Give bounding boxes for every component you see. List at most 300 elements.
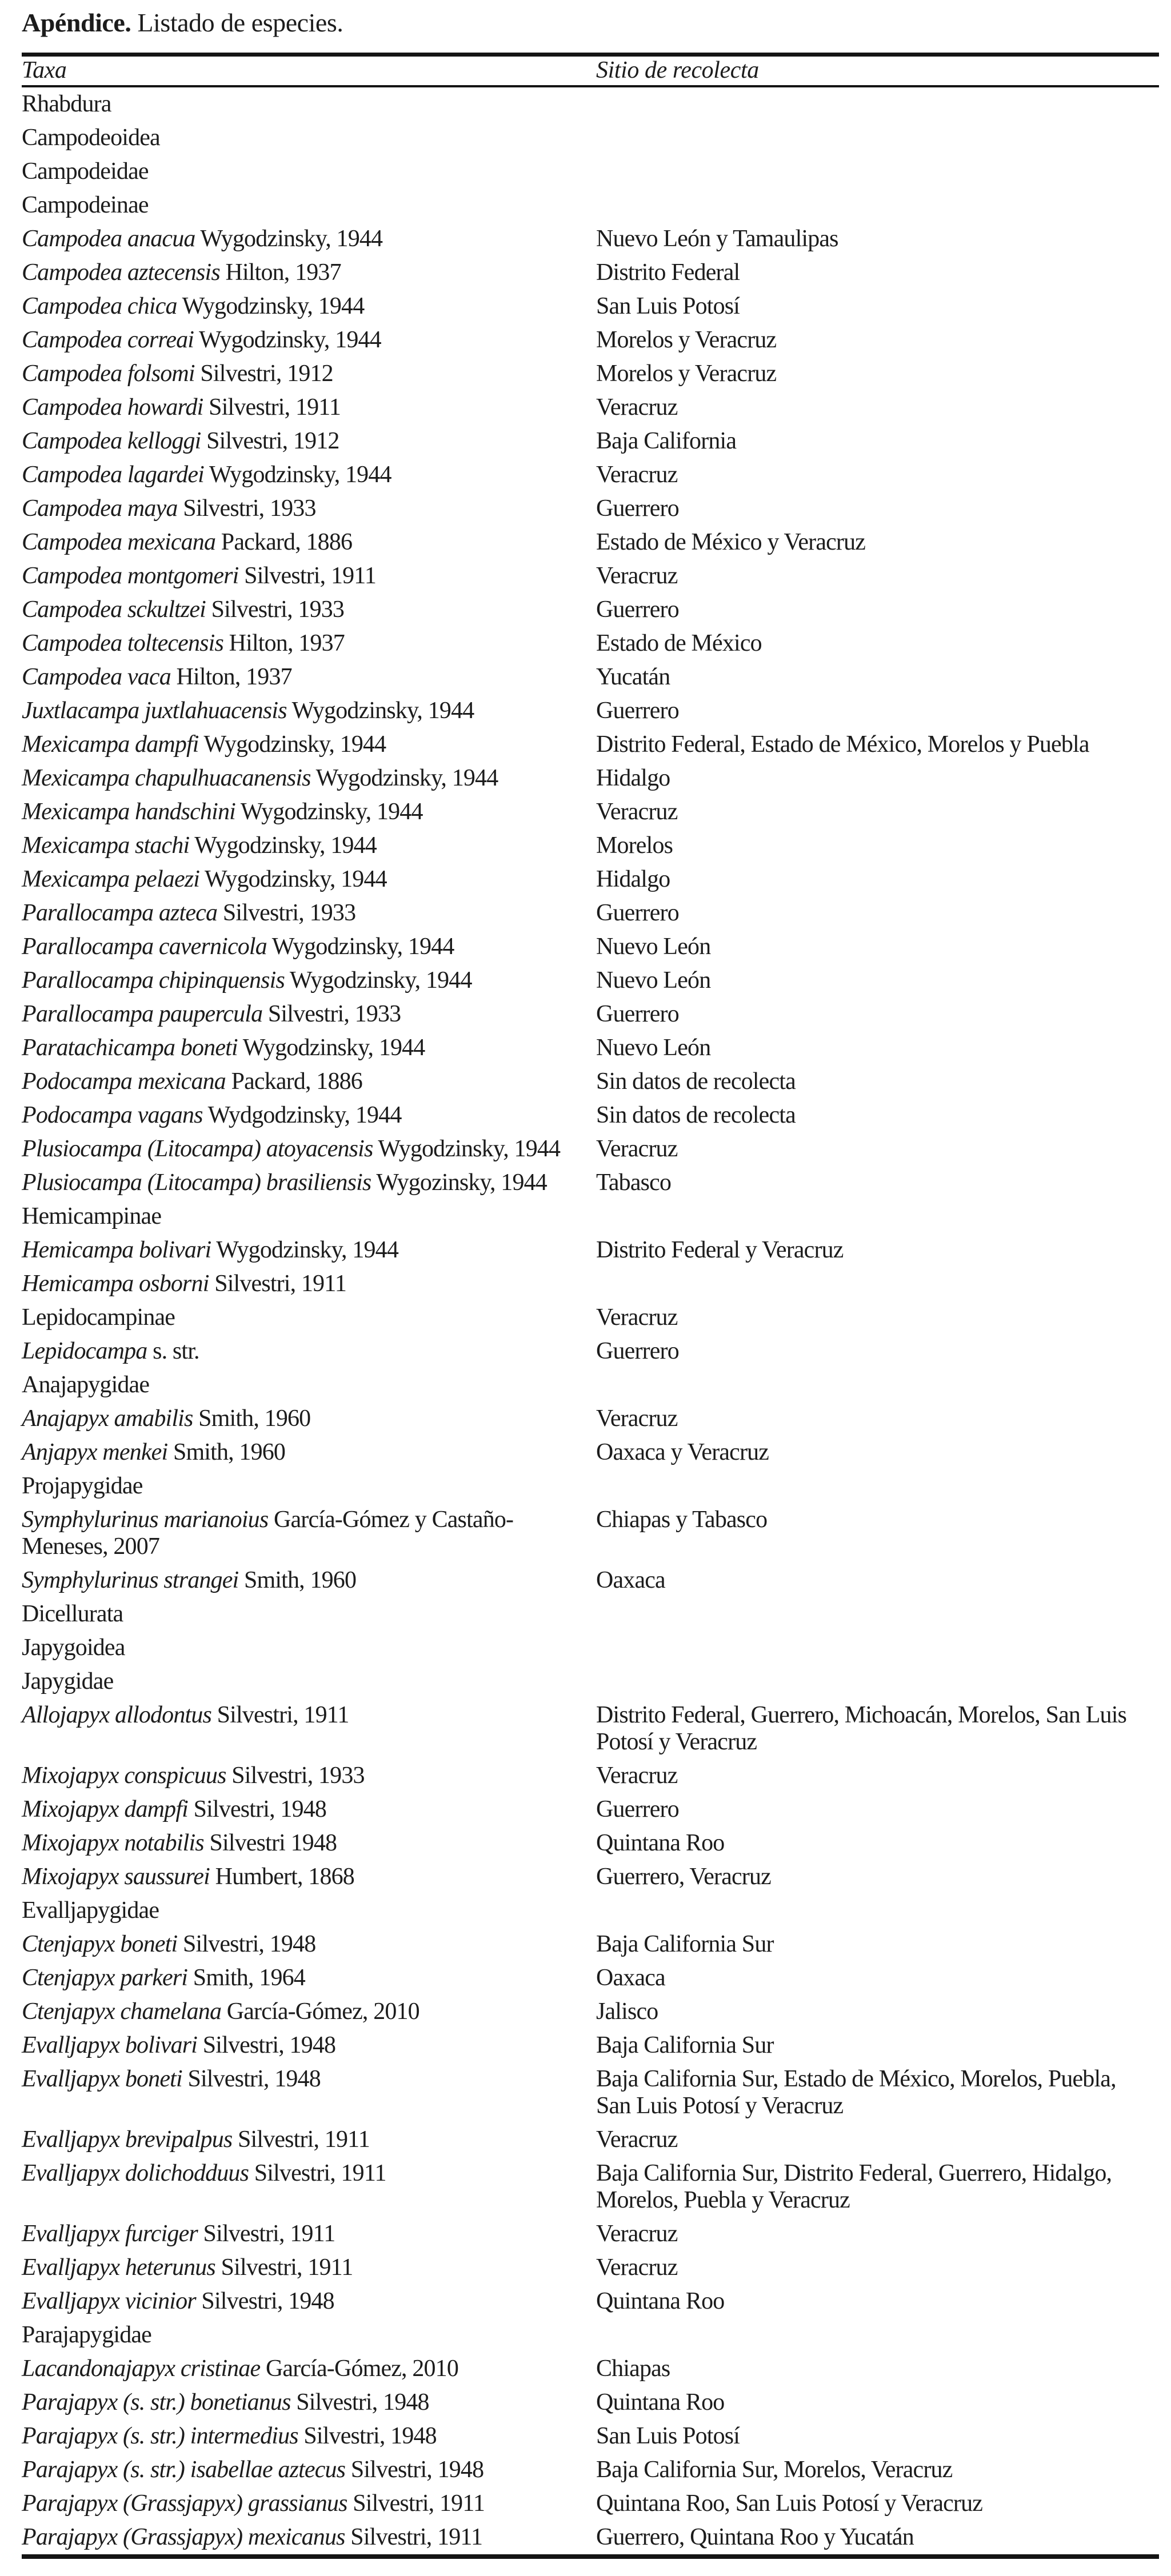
table-row bbox=[22, 593, 1159, 627]
site-cell: Morelos y Veracruz bbox=[596, 360, 777, 387]
author-citation: Silvestri, 1911 bbox=[211, 1702, 349, 1728]
author-citation: Rhabdura bbox=[22, 91, 111, 117]
author-citation: Silvestri, 1933 bbox=[262, 1001, 401, 1027]
taxa-cell bbox=[22, 2126, 596, 2153]
author-citation: Silvestri, 1948 bbox=[195, 2288, 334, 2314]
author-citation: Smith, 1960 bbox=[193, 1405, 311, 1432]
author-citation: Wygodzinsky, 1944 bbox=[198, 731, 386, 758]
table-row bbox=[22, 323, 1159, 357]
author-citation: García-Gómez y Castaño-Meneses, 2007 bbox=[22, 1507, 514, 1560]
author-citation: Silvestri, 1933 bbox=[226, 1762, 365, 1789]
scientific-name: Parallocampa chipinquensis bbox=[22, 967, 285, 993]
author-citation: Wygodzinsky, 1944 bbox=[195, 226, 383, 252]
site-cell: Distrito Federal, Guerrero, Michoacán, Morelos, San Luis Potosí y Veracruz bbox=[596, 1702, 1127, 1755]
author-citation: Campodeoidea bbox=[22, 125, 160, 151]
scientific-name: Podocampa mexicana bbox=[22, 1068, 226, 1095]
table-row bbox=[22, 559, 1159, 593]
scientific-name: Symphylurinus marianoius bbox=[22, 1507, 269, 1533]
site-cell: Tabasco bbox=[596, 1169, 672, 1196]
author-citation: Wydgodzinsky, 1944 bbox=[202, 1102, 402, 1128]
taxa-cell bbox=[22, 2254, 596, 2281]
site-cell: Veracruz bbox=[596, 563, 678, 589]
author-citation: Evalljapygidae bbox=[22, 1897, 159, 1924]
scientific-name: Ctenjapyx parkeri bbox=[22, 1965, 188, 1991]
author-citation: Silvestri, 1948 bbox=[197, 2032, 336, 2058]
taxa-cell bbox=[22, 2423, 596, 2450]
author-citation: Silvestri, 1911 bbox=[197, 2221, 335, 2247]
table-row bbox=[22, 728, 1159, 762]
scientific-name: Mixojapyx notabilis bbox=[22, 1830, 204, 1856]
site-cell bbox=[596, 1634, 1159, 1661]
site-cell: Quintana Roo bbox=[596, 1830, 725, 1856]
table-row bbox=[22, 1928, 1159, 1961]
site-cell: Quintana Roo bbox=[596, 2288, 725, 2314]
scientific-name: Mexicampa pelaezi bbox=[22, 866, 200, 892]
table-row bbox=[22, 1436, 1159, 1469]
author-citation: Wygozinsky, 1944 bbox=[371, 1169, 547, 1196]
taxa-cell bbox=[22, 1567, 596, 1594]
site-cell bbox=[596, 125, 1159, 151]
table-row bbox=[22, 2453, 1159, 2487]
site-cell: Quintana Roo bbox=[596, 2389, 725, 2415]
scientific-name: Plusiocampa (Litocampa) atoyacensis bbox=[22, 1136, 373, 1162]
author-citation: Campodeidae bbox=[22, 158, 149, 185]
taxa-cell bbox=[22, 2160, 596, 2214]
taxa-cell bbox=[22, 327, 596, 354]
site-cell: Distrito Federal, Estado de México, Morelos y Puebla bbox=[596, 731, 1089, 758]
table-row bbox=[22, 2521, 1159, 2554]
site-cell: Guerrero bbox=[596, 698, 679, 724]
site-cell: Guerrero bbox=[596, 1001, 679, 1027]
author-citation: Lepidocampinae bbox=[22, 1304, 175, 1331]
table-row bbox=[22, 1267, 1159, 1301]
site-cell: Baja California bbox=[596, 428, 737, 454]
page-title bbox=[22, 8, 1159, 38]
author-citation: Silvestri, 1911 bbox=[215, 2254, 353, 2281]
site-cell: Guerrero bbox=[596, 1796, 679, 1822]
table-row bbox=[22, 256, 1159, 290]
table-row bbox=[22, 290, 1159, 323]
table-row bbox=[22, 1826, 1159, 1860]
taxa-cell bbox=[22, 731, 596, 758]
taxa-cell bbox=[22, 1702, 596, 1756]
author-citation: Silvestri, 1948 bbox=[298, 2423, 437, 2449]
scientific-name: Evalljapyx bolivari bbox=[22, 2032, 198, 2058]
taxa-cell bbox=[22, 259, 596, 286]
taxa-cell bbox=[22, 394, 596, 421]
table-row bbox=[22, 2029, 1159, 2062]
table-row bbox=[22, 1698, 1159, 1759]
site-cell: Morelos y Veracruz bbox=[596, 327, 777, 353]
taxa-cell bbox=[22, 1864, 596, 1890]
taxa-cell bbox=[22, 2288, 596, 2315]
taxa-cell bbox=[22, 1203, 596, 1230]
taxa-cell bbox=[22, 462, 596, 488]
table-row bbox=[22, 1665, 1159, 1698]
table-row bbox=[22, 1597, 1159, 1631]
taxa-cell bbox=[22, 1473, 596, 1500]
taxa-cell bbox=[22, 1405, 596, 1432]
site-cell: Guerrero, Quintana Roo y Yucatán bbox=[596, 2524, 914, 2550]
table-row bbox=[22, 492, 1159, 526]
scientific-name: Parajapyx (s. str.) isabellae aztecus bbox=[22, 2457, 346, 2483]
species-table bbox=[22, 53, 1159, 2559]
author-citation: García-Gómez, 2010 bbox=[221, 1998, 419, 2025]
table-row bbox=[22, 627, 1159, 660]
table-row bbox=[22, 795, 1159, 829]
scientific-name: Symphylurinus strangei bbox=[22, 1567, 239, 1593]
author-citation: Wygodzinsky, 1944 bbox=[266, 934, 454, 960]
scientific-name: Ctenjapyx boneti bbox=[22, 1931, 178, 1957]
author-citation: Hilton, 1937 bbox=[223, 630, 345, 656]
author-citation: Silvestri, 1933 bbox=[217, 900, 356, 926]
author-citation: Wygodzinsky, 1944 bbox=[177, 293, 365, 319]
site-cell: Guerrero bbox=[596, 1338, 679, 1364]
author-citation: Silvestri, 1948 bbox=[345, 2457, 484, 2483]
taxa-cell bbox=[22, 2221, 596, 2248]
author-citation: s. str. bbox=[147, 1338, 199, 1364]
site-cell: Nuevo León bbox=[596, 967, 711, 993]
site-cell: Hidalgo bbox=[596, 866, 670, 892]
site-cell: Estado de México y Veracruz bbox=[596, 529, 866, 555]
taxa-cell bbox=[22, 630, 596, 657]
author-citation: Silvestri, 1912 bbox=[194, 360, 333, 387]
table-row bbox=[22, 964, 1159, 997]
taxa-cell bbox=[22, 1998, 596, 2025]
taxa-cell bbox=[22, 293, 596, 320]
site-cell bbox=[596, 1203, 1159, 1230]
taxa-cell bbox=[22, 2524, 596, 2551]
table-row bbox=[22, 2487, 1159, 2521]
site-cell: Oaxaca bbox=[596, 1965, 665, 1991]
scientific-name: Campodea maya bbox=[22, 495, 178, 522]
taxa-cell bbox=[22, 799, 596, 826]
taxa-cell bbox=[22, 765, 596, 792]
author-citation: Smith, 1960 bbox=[167, 1439, 286, 1465]
scientific-name: Anajapyx amabilis bbox=[22, 1405, 193, 1432]
scientific-name: Mexicampa dampfi bbox=[22, 731, 199, 758]
site-cell bbox=[596, 1372, 1159, 1399]
scientific-name: Evalljapyx brevipalpus bbox=[22, 2126, 233, 2153]
table-row bbox=[22, 222, 1159, 256]
table-row bbox=[22, 1031, 1159, 1065]
author-citation: Smith, 1964 bbox=[187, 1965, 305, 1991]
table-row bbox=[22, 2157, 1159, 2217]
scientific-name: Evalljapyx boneti bbox=[22, 2066, 182, 2092]
site-cell: Yucatán bbox=[596, 664, 670, 690]
author-citation: Packard, 1886 bbox=[225, 1068, 362, 1095]
author-citation: Wygodzinsky, 1944 bbox=[199, 866, 387, 892]
scientific-name: Mixojapyx dampfi bbox=[22, 1796, 188, 1822]
table-row bbox=[22, 1793, 1159, 1826]
scientific-name: Plusiocampa (Litocampa) brasiliensis bbox=[22, 1169, 371, 1196]
scientific-name: Campodea anacua bbox=[22, 226, 195, 252]
author-citation: Hilton, 1937 bbox=[219, 259, 341, 286]
site-cell bbox=[596, 1271, 1159, 1297]
table-row bbox=[22, 2419, 1159, 2453]
scientific-name: Hemicampa bolivari bbox=[22, 1237, 211, 1263]
table-row bbox=[22, 762, 1159, 795]
site-cell: Estado de México bbox=[596, 630, 762, 656]
author-citation: Hemicampinae bbox=[22, 1203, 162, 1229]
author-citation: Silvestri, 1933 bbox=[177, 495, 316, 522]
taxa-cell bbox=[22, 934, 596, 960]
site-cell: Distrito Federal y Veracruz bbox=[596, 1237, 844, 1263]
table-row bbox=[22, 863, 1159, 896]
site-cell: Morelos bbox=[596, 832, 673, 859]
table-header-row bbox=[22, 57, 1159, 87]
author-citation: Wygodzinsky, 1944 bbox=[211, 1237, 398, 1263]
taxa-cell bbox=[22, 664, 596, 691]
table-row bbox=[22, 2062, 1159, 2123]
taxa-cell bbox=[22, 1897, 596, 1924]
author-citation: Silvestri, 1911 bbox=[209, 1271, 347, 1297]
author-citation: Silvestri, 1911 bbox=[203, 394, 341, 420]
taxa-cell bbox=[22, 596, 596, 623]
scientific-name: Evalljapyx furciger bbox=[22, 2221, 198, 2247]
site-cell: Baja California Sur, Estado de México, Morelos, Puebla, San Luis Potosí y Veracruz bbox=[596, 2066, 1116, 2119]
scientific-name: Parajapyx (Grassjapyx) grassianus bbox=[22, 2490, 347, 2517]
scientific-name: Hemicampa osborni bbox=[22, 1271, 209, 1297]
taxa-cell bbox=[22, 226, 596, 253]
taxa-cell bbox=[22, 1169, 596, 1196]
column-header-taxa: Taxa bbox=[22, 57, 67, 83]
table-row bbox=[22, 87, 1159, 121]
site-cell bbox=[596, 1668, 1159, 1695]
site-cell: Sin datos de recolecta bbox=[596, 1102, 796, 1128]
scientific-name: Ctenjapyx chamelana bbox=[22, 1998, 222, 2025]
scientific-name: Mixojapyx saussurei bbox=[22, 1864, 210, 1890]
site-cell: Oaxaca y Veracruz bbox=[596, 1439, 769, 1465]
table-row bbox=[22, 1301, 1159, 1335]
site-cell: Guerrero bbox=[596, 596, 679, 623]
site-cell: Veracruz bbox=[596, 1304, 678, 1331]
scientific-name: Campodea chica bbox=[22, 293, 177, 319]
table-row bbox=[22, 1469, 1159, 1503]
site-cell: Veracruz bbox=[596, 2126, 678, 2153]
author-citation: Dicellurata bbox=[22, 1601, 123, 1627]
taxa-cell bbox=[22, 1601, 596, 1628]
author-citation: Silvestri, 1912 bbox=[201, 428, 339, 454]
scientific-name: Mixojapyx conspicuus bbox=[22, 1762, 226, 1789]
scientific-name: Parallocampa azteca bbox=[22, 900, 218, 926]
site-cell: Baja California Sur, Morelos, Veracruz bbox=[596, 2457, 953, 2483]
table-row bbox=[22, 1631, 1159, 1665]
table-row bbox=[22, 660, 1159, 694]
taxa-cell bbox=[22, 2355, 596, 2382]
author-citation: Packard, 1886 bbox=[215, 529, 353, 555]
taxa-cell bbox=[22, 158, 596, 185]
site-cell: Quintana Roo, San Luis Potosí y Veracruz bbox=[596, 2490, 983, 2517]
author-citation: Wygodzinsky, 1944 bbox=[286, 698, 474, 724]
author-citation: Silvestri, 1948 bbox=[187, 1796, 327, 1822]
taxa-cell bbox=[22, 1830, 596, 1857]
scientific-name: Campodea correai bbox=[22, 327, 194, 353]
author-citation: Silvestri, 1933 bbox=[206, 596, 345, 623]
taxa-cell bbox=[22, 1338, 596, 1365]
scientific-name: Parajapyx (Grassjapyx) mexicanus bbox=[22, 2524, 345, 2550]
table-row bbox=[22, 1402, 1159, 1436]
site-cell bbox=[596, 91, 1159, 118]
scientific-name: Campodea howardi bbox=[22, 394, 203, 420]
site-cell: Sin datos de recolecta bbox=[596, 1068, 796, 1095]
taxa-cell bbox=[22, 967, 596, 994]
taxa-cell bbox=[22, 1304, 596, 1331]
table-row bbox=[22, 2352, 1159, 2386]
site-cell: Veracruz bbox=[596, 2221, 678, 2247]
table-row bbox=[22, 1860, 1159, 1894]
site-cell: Chiapas y Tabasco bbox=[596, 1507, 768, 1533]
author-citation: Wygodzinsky, 1944 bbox=[237, 1035, 425, 1061]
scientific-name: Evalljapyx heterunus bbox=[22, 2254, 215, 2281]
site-cell: Jalisco bbox=[596, 1998, 658, 2025]
scientific-name: Mexicampa handschini bbox=[22, 799, 235, 825]
scientific-name: Mexicampa stachi bbox=[22, 832, 190, 859]
author-citation: Silvestri, 1911 bbox=[232, 2126, 370, 2153]
author-citation: Parajapygidae bbox=[22, 2322, 151, 2348]
site-cell: San Luis Potosí bbox=[596, 2423, 740, 2449]
table-row bbox=[22, 1368, 1159, 1402]
site-cell: Distrito Federal bbox=[596, 259, 740, 286]
taxa-cell bbox=[22, 900, 596, 927]
table-body bbox=[22, 87, 1159, 2554]
author-citation: Wygodzinsky, 1944 bbox=[284, 967, 472, 993]
table-row bbox=[22, 391, 1159, 424]
site-cell: Veracruz bbox=[596, 2254, 678, 2281]
site-cell: Guerrero, Veracruz bbox=[596, 1864, 771, 1890]
site-cell: Veracruz bbox=[596, 394, 678, 420]
table-row bbox=[22, 2217, 1159, 2251]
taxa-cell bbox=[22, 698, 596, 724]
taxa-cell bbox=[22, 2389, 596, 2416]
taxa-cell bbox=[22, 529, 596, 556]
site-cell bbox=[596, 1897, 1159, 1924]
author-citation: Silvestri, 1911 bbox=[347, 2490, 485, 2517]
scientific-name: Evalljapyx vicinior bbox=[22, 2288, 196, 2314]
taxa-cell bbox=[22, 866, 596, 893]
scientific-name: Anjapyx menkei bbox=[22, 1439, 168, 1465]
taxa-cell bbox=[22, 1068, 596, 1095]
taxa-cell bbox=[22, 1136, 596, 1163]
taxa-cell bbox=[22, 1439, 596, 1466]
table-row bbox=[22, 526, 1159, 559]
author-citation: Wygodzinsky, 1944 bbox=[203, 462, 391, 488]
site-cell: Guerrero bbox=[596, 900, 679, 926]
taxa-cell bbox=[22, 2457, 596, 2483]
site-cell: Baja California Sur, Distrito Federal, Guerrero, Hidalgo, Morelos, Puebla y Veracruz bbox=[596, 2160, 1112, 2213]
scientific-name: Campodea montgomeri bbox=[22, 563, 239, 589]
table-row bbox=[22, 424, 1159, 458]
author-citation: Campodeinae bbox=[22, 192, 149, 218]
scientific-name: Parallocampa paupercula bbox=[22, 1001, 263, 1027]
taxa-cell bbox=[22, 1668, 596, 1695]
author-citation: Wygodzinsky, 1944 bbox=[235, 799, 423, 825]
site-cell: Nuevo León y Tamaulipas bbox=[596, 226, 838, 252]
author-citation: Silvestri, 1911 bbox=[238, 563, 377, 589]
author-citation: Smith, 1960 bbox=[238, 1567, 357, 1593]
site-cell: Nuevo León bbox=[596, 1035, 711, 1061]
site-cell: Chiapas bbox=[596, 2355, 670, 2382]
column-header-site: Sitio de recolecta bbox=[596, 57, 759, 83]
table-row bbox=[22, 1233, 1159, 1267]
site-cell bbox=[596, 158, 1159, 185]
table-row bbox=[22, 2318, 1159, 2352]
taxa-cell bbox=[22, 1102, 596, 1129]
table-row bbox=[22, 694, 1159, 728]
scientific-name: Lacandonajapyx cristinae bbox=[22, 2355, 261, 2382]
table-row bbox=[22, 997, 1159, 1031]
scientific-name: Campodea folsomi bbox=[22, 360, 195, 387]
site-cell bbox=[596, 192, 1159, 219]
taxa-cell bbox=[22, 1001, 596, 1028]
site-cell bbox=[596, 2322, 1159, 2349]
table-row bbox=[22, 155, 1159, 189]
table-row bbox=[22, 189, 1159, 222]
author-citation: Wygodzinsky, 1944 bbox=[194, 327, 381, 353]
appendix-caption: Listado de especies. bbox=[131, 8, 343, 37]
table-row bbox=[22, 1894, 1159, 1928]
author-citation: Wygodzinsky, 1944 bbox=[310, 765, 498, 791]
table-row bbox=[22, 1166, 1159, 1200]
taxa-cell bbox=[22, 1796, 596, 1823]
taxa-cell bbox=[22, 1271, 596, 1297]
table-row bbox=[22, 1961, 1159, 1995]
site-cell bbox=[596, 1601, 1159, 1628]
taxa-cell bbox=[22, 428, 596, 455]
site-cell: Veracruz bbox=[596, 799, 678, 825]
scientific-name: Campodea mexicana bbox=[22, 529, 216, 555]
scientific-name: Campodea kelloggi bbox=[22, 428, 201, 454]
taxa-cell bbox=[22, 1507, 596, 1560]
taxa-cell bbox=[22, 832, 596, 859]
table-row bbox=[22, 896, 1159, 930]
table-row bbox=[22, 1099, 1159, 1132]
table-row bbox=[22, 1065, 1159, 1099]
scientific-name: Parallocampa cavernicola bbox=[22, 934, 267, 960]
appendix-label: Apéndice. bbox=[22, 8, 131, 37]
scientific-name: Evalljapyx dolichodduus bbox=[22, 2160, 249, 2186]
table-row bbox=[22, 2386, 1159, 2419]
scientific-name: Paratachicampa boneti bbox=[22, 1035, 238, 1061]
author-citation: Silvestri, 1948 bbox=[182, 2066, 321, 2092]
taxa-cell bbox=[22, 360, 596, 387]
scientific-name: Mexicampa chapulhuacanensis bbox=[22, 765, 311, 791]
table-row bbox=[22, 1503, 1159, 1564]
table-row bbox=[22, 1132, 1159, 1166]
table-row bbox=[22, 930, 1159, 964]
author-citation: Wygodzinsky, 1944 bbox=[373, 1136, 561, 1162]
site-cell: Hidalgo bbox=[596, 765, 670, 791]
scientific-name: Campodea lagardei bbox=[22, 462, 204, 488]
site-cell bbox=[596, 1473, 1159, 1500]
table-row bbox=[22, 829, 1159, 863]
site-cell: Guerrero bbox=[596, 495, 679, 522]
table-row bbox=[22, 2285, 1159, 2318]
taxa-cell bbox=[22, 1634, 596, 1661]
taxa-cell bbox=[22, 2490, 596, 2517]
scientific-name: Campodea toltecensis bbox=[22, 630, 223, 656]
taxa-cell bbox=[22, 1762, 596, 1789]
taxa-cell bbox=[22, 1931, 596, 1958]
author-citation: Silvestri, 1911 bbox=[249, 2160, 386, 2186]
author-citation: Japygoidea bbox=[22, 1634, 125, 1661]
scientific-name: Lepidocampa bbox=[22, 1338, 147, 1364]
taxa-cell bbox=[22, 192, 596, 219]
taxa-cell bbox=[22, 125, 596, 151]
table-row bbox=[22, 121, 1159, 155]
author-citation: Silvestri 1948 bbox=[203, 1830, 337, 1856]
author-citation: Japygidae bbox=[22, 1668, 114, 1694]
